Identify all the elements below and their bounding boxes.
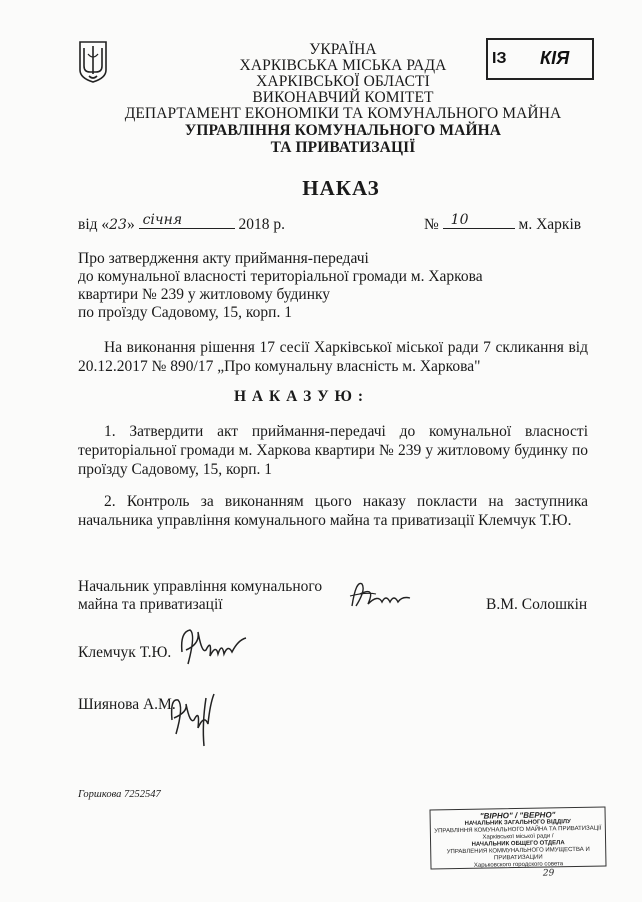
number-line xyxy=(424,214,581,234)
preamble-paragraph: На виконання рішення 17 сесії Харківської міської ради 7 скликання від 20.12.2017 № 890/17 „Про комунальну власність м. Харкова" xyxy=(78,339,588,375)
date-line xyxy=(78,214,285,234)
approval-signature-1-icon xyxy=(176,624,252,674)
header-privatization: ТА ПРИВАТИЗАЦІЇ xyxy=(270,139,416,156)
number-blank xyxy=(443,214,515,229)
stamp-line-3: Харківської міської ради / xyxy=(482,833,554,841)
stamp-line-2: УПРАВЛІННЯ КОМУНАЛЬНОГО МАЙНА ТА ПРИВАТИЗАЦІЇ xyxy=(434,825,602,835)
header-administration: УПРАВЛІННЯ КОМУНАЛЬНОГО МАЙНА xyxy=(184,122,502,139)
header-city-council: ХАРКІВСЬКА МІСЬКА РАДА xyxy=(239,57,447,74)
approval-name-2: Шиянова А.М. xyxy=(78,696,176,713)
date-prefix: від « xyxy=(78,216,110,233)
date-month: січня xyxy=(142,212,183,228)
header-region: ХАРКІВСЬКОЇ ОБЛАСТІ xyxy=(256,73,430,90)
order-item-2: 2. Контроль за виконанням цього наказу покласти на заступника начальника управління комунального майна та приватизації Клемчук Т.Ю. xyxy=(78,493,588,529)
header-country: УКРАЇНА xyxy=(309,41,377,58)
stamp-line-4: НАЧАЛЬНИК ОБЩЕГО ОТДЕЛА xyxy=(471,840,565,848)
date-mid: » xyxy=(126,216,135,233)
corner-stamp-right: КІЯ xyxy=(540,48,570,68)
executor-note: Горшкова 7252547 xyxy=(78,789,161,800)
header-executive-committee: ВИКОНАВЧИЙ КОМІТЕТ xyxy=(252,89,434,106)
date-year: 2018 р. xyxy=(238,216,285,233)
subject-line-3: квартири № 239 у житловому будинку xyxy=(78,286,331,303)
approval-name-1: Клемчук Т.Ю. xyxy=(78,644,172,661)
stamp-line-7: 29 xyxy=(542,868,555,879)
order-word: Н А К А З У Ю : xyxy=(234,388,364,405)
signatory-name: В.М. Солошкін xyxy=(486,596,588,613)
header-department: ДЕПАРТАМЕНТ ЕКОНОМІКИ ТА КОМУНАЛЬНОГО МАЙНА xyxy=(124,105,562,122)
date-month-blank xyxy=(139,214,235,229)
head-signature-icon xyxy=(346,576,416,616)
stamp-line-5: УПРАВЛЕНИЯ КОММУНАЛЬНОГО ИМУЩЕСТВА И ПРИВАТИЗАЦИИ xyxy=(446,846,590,862)
subject-line-1: Про затвердження акту приймання-передачі xyxy=(78,250,369,267)
subject-line-2: до комунальної власності територіальної громади м. Харкова xyxy=(78,268,483,285)
signatory-position-2: майна та приватизації xyxy=(78,596,223,613)
corner-stamp-left: ІЗ xyxy=(492,50,507,67)
order-item-1: 1. Затвердити акт приймання-передачі до комунальної власності територіальної громади м. Харкова квартири № 239 у житловому будинку по проїзду Садовому, 15, корп. 1 xyxy=(78,423,588,478)
order-number: 10 xyxy=(450,212,469,228)
date-day: 23 xyxy=(109,217,127,233)
stamp-line-6: Харьковского городского совета xyxy=(473,861,564,869)
stamp-line-1: НАЧАЛЬНИК ЗАГАЛЬНОГО ВІДДІЛУ xyxy=(464,819,571,827)
stamp-title: "ВІРНО" / "ВЕРНО" xyxy=(479,810,556,821)
subject-line-4: по проїзду Садовому, 15, корп. 1 xyxy=(78,304,292,321)
approval-signature-2-icon xyxy=(162,684,222,750)
certification-stamp xyxy=(429,806,606,879)
city-name: м. Харків xyxy=(518,216,582,233)
number-prefix: № xyxy=(424,216,439,233)
document-title: НАКАЗ xyxy=(302,176,380,200)
signatory-position-1: Начальник управління комунального xyxy=(78,578,323,595)
